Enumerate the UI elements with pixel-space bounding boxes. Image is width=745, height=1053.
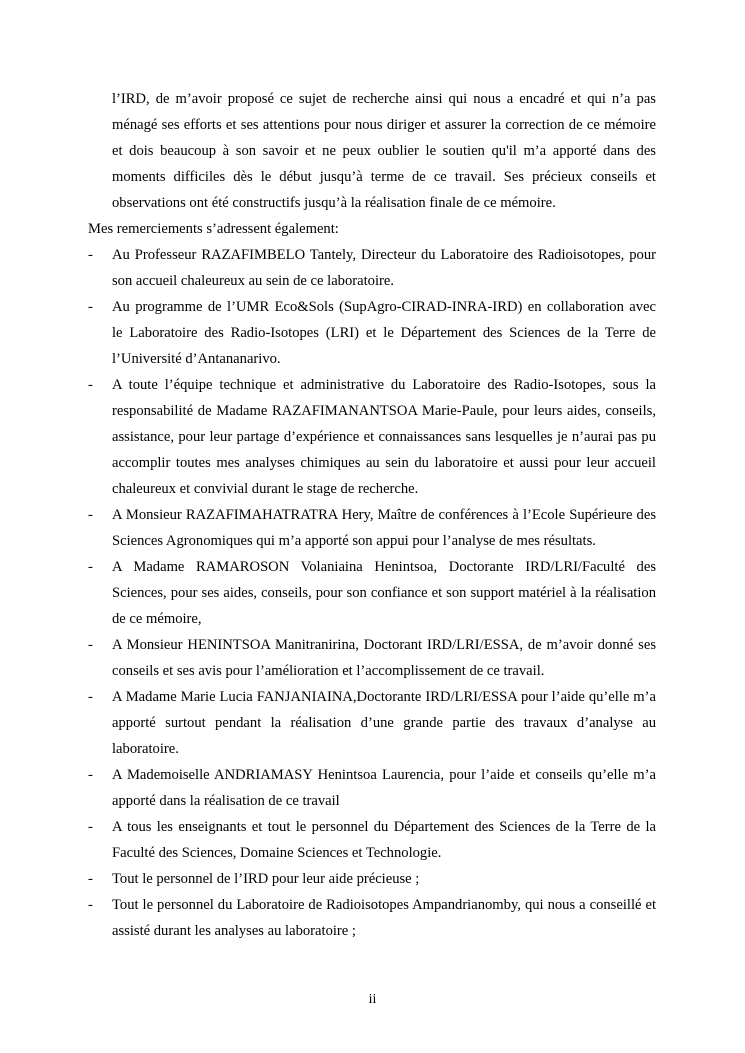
intro-paragraph: l’IRD, de m’avoir proposé ce sujet de recherche ainsi qui nous a encadré et qui n’a pas ménagé ses efforts et ses attentions pour nous diriger et assurer la correction de ce mémoire et dois beaucoup à son savoir et ne peux oublier le soutien qu'il m’a apporté dans des moments difficiles dès le début jusqu’à terme de ce travail. Ses précieux conseils et observations ont été constructifs jusqu’à la réalisation finale de ce mémoire. — [112, 91, 656, 211]
acknowledgements-list — [88, 242, 656, 944]
bullet-dash: - — [88, 507, 93, 523]
list-item-text: Au programme de l’UMR Eco&Sols (SupAgro-CIRAD-INRA-IRD) en collaboration avec le Laboratoire des Radio-Isotopes (LRI) et le Département des Sciences de la Terre de l’Université d’Antananarivo. — [112, 299, 656, 367]
list-item-text: A Madame RAMAROSON Volaniaina Henintsoa, Doctorante IRD/LRI/Faculté des Sciences, pour ses aides, conseils, pour son confiance et son support matériel à la réalisation de ce mémoire, — [112, 559, 656, 627]
bullet-dash: - — [88, 637, 93, 653]
list-item — [88, 684, 656, 762]
list-item-text: Tout le personnel du Laboratoire de Radioisotopes Ampandrianomby, qui nous a conseillé et assisté durant les analyses au laboratoire ; — [112, 897, 656, 939]
bullet-dash: - — [88, 819, 93, 835]
list-item-text: A Madame Marie Lucia FANJANIAINA,Doctorante IRD/LRI/ESSA pour l’aide qu’elle m’a apporté surtout pendant la réalisation d’une grande partie des travaux d’analyse au laboratoire. — [112, 689, 656, 757]
list-item — [88, 242, 656, 294]
list-item-text: A toute l’équipe technique et administrative du Laboratoire des Radio-Isotopes, sous la responsabilité de Madame RAZAFIMANANTSOA Marie-Paule, pour leurs aides, conseils, assistance, pour leur partage d’expérience et connaissances sans lesquelles je n’aurai pas pu accomplir toutes mes analyses chimiques au sein du laboratoire et aussi pour leur accueil chaleureux et convivial durant le stage de recherche. — [112, 377, 656, 497]
bullet-dash: - — [88, 299, 93, 315]
list-item — [88, 762, 656, 814]
list-item — [88, 892, 656, 944]
list-item — [88, 554, 656, 632]
bullet-dash: - — [88, 871, 93, 887]
list-item — [88, 372, 656, 502]
list-item-text: A tous les enseignants et tout le personnel du Département des Sciences de la Terre de la Faculté des Sciences, Domaine Sciences et Technologie. — [112, 819, 656, 861]
bullet-dash: - — [88, 767, 93, 783]
list-item-text: A Monsieur HENINTSOA Manitranirina, Doctorant IRD/LRI/ESSA, de m’avoir donné ses conseils et ses avis pour l’amélioration et l’accomplissement de ce travail. — [112, 637, 656, 679]
list-item — [88, 866, 656, 892]
lead-sentence: Mes remerciements s’adressent également: — [88, 221, 339, 237]
list-item — [88, 632, 656, 684]
bullet-dash: - — [88, 247, 93, 263]
list-item — [88, 502, 656, 554]
page-number: ii — [368, 992, 377, 1007]
list-item-text: A Mademoiselle ANDRIAMASY Henintsoa Laurencia, pour l’aide et conseils qu’elle m’a apporté dans la réalisation de ce travail — [112, 767, 656, 809]
list-item-text: Tout le personnel de l’IRD pour leur aide précieuse ; — [112, 871, 420, 887]
list-item-text: A Monsieur RAZAFIMAHATRATRA Hery, Maître de conférences à l’Ecole Supérieure des Sciences Agronomiques qui m’a apporté son appui pour l’analyse de mes résultats. — [112, 507, 656, 549]
list-item-text: Au Professeur RAZAFIMBELO Tantely, Directeur du Laboratoire des Radioisotopes, pour son accueil chaleureux au sein de ce laboratoire. — [112, 247, 656, 289]
bullet-dash: - — [88, 559, 93, 575]
list-item — [88, 814, 656, 866]
list-item — [88, 294, 656, 372]
bullet-dash: - — [88, 689, 93, 705]
bullet-dash: - — [88, 377, 93, 393]
bullet-dash: - — [88, 897, 93, 913]
